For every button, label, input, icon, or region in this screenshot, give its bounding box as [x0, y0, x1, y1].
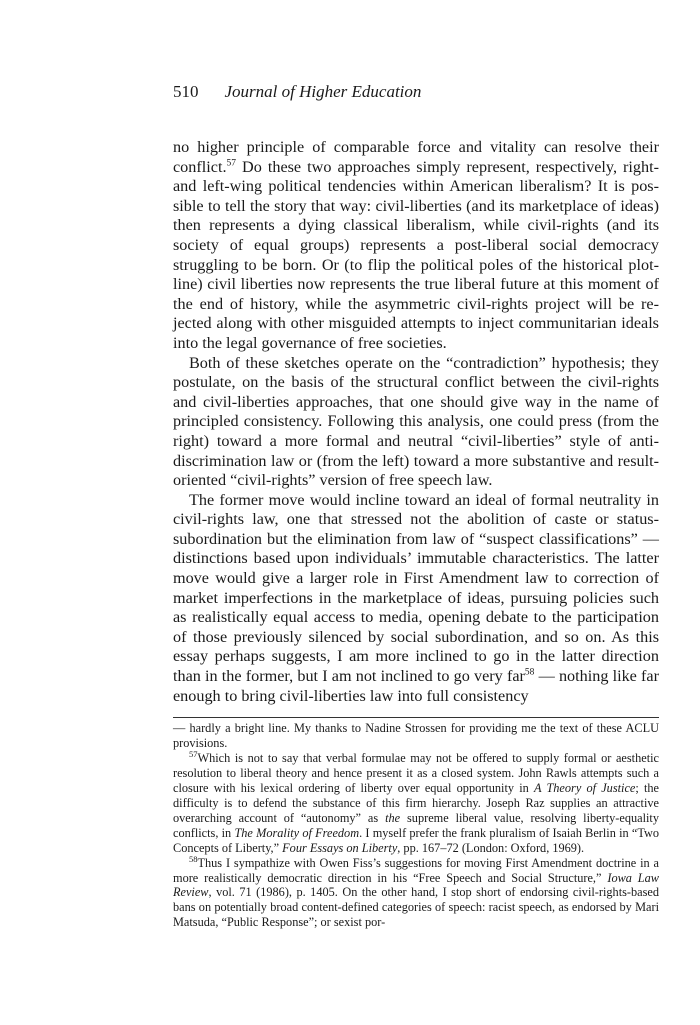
paragraph-1-text-b: Do these two approaches simply represent, respectively, right- and left-wing political tendencies within American liberalism? It is possible to tell the story that way: civil-liberties (and its marketplace of ideas) then represents a dying classical liberalism, while civil-rights (and its society of equal groups) represents a post-liberal social democracy struggling to be born. Or (to flip the political poles of the historical plotline) civil liberties now represents the true liberal future at this moment of the end of history, while the asymmetric civil-rights project will be rejected along with other misguided attempts to inject communitarian ideals into the legal governance of free societies.	[173, 157, 659, 352]
footnote-57-number: 57	[189, 748, 198, 759]
paragraph-3-text-a: The former move would incline toward an ideal of formal neutrality in civil-rights law, one that stressed not the abolition of caste or status-subordination but the elimination from law of “suspect classifications” — distinctions based upon individuals’ immutable characteristics. The latter move would give a larger role in First Amendment law to correction of market imperfections in the marketplace of ideas, pursuing policies such as realistically equal access to media, opening debate to the participation of those previously silenced by social subordination, and so on. As this essay perhaps suggests, I am more inclined to go in the latter direction than in the former, but I am not inclined to go very far	[173, 490, 659, 686]
footnote-58	[173, 853, 659, 931]
paragraph-1	[173, 138, 659, 354]
emphasis: the	[385, 810, 401, 825]
footnote-57-text-e: , pp. 167–72 (London: Oxford, 1969).	[397, 840, 585, 855]
footnote-57-text-d: . I myself prefer the frank pluralism of Isaiah Berlin in “Two Concepts of Liberty,”	[173, 825, 660, 855]
page-number: 510	[173, 82, 199, 101]
footnote-separator	[173, 717, 659, 718]
footnote-ref-58: 58	[524, 667, 535, 678]
footnote-58-text-b: , vol. 71 (1986), p. 1405. On the other hand, I stop short of endorsing civil-rights-based bans on potentially broad content-defined categories of speech: racist speech, as endorsed by Mari Matsuda, “Public Response”; or sexist por-	[173, 885, 659, 930]
journal-title: Journal of Higher Education	[224, 82, 422, 101]
running-head	[173, 82, 421, 102]
footnote-58-number: 58	[189, 853, 198, 864]
footnote-continuation: — hardly a bright line. My thanks to Nadine Strossen for providing me the text of these ACLU provisions.	[173, 721, 659, 750]
footnotes	[173, 721, 659, 930]
footnote-57-text-c: supreme liberal value, resolving liberty-equality conflicts, in	[173, 810, 659, 840]
footnote-57-text-b: ; the difficulty is to defend the substance of this firm hierarchy. Joseph Raz supplies an attractive overarching account of “autonomy” as	[173, 780, 659, 825]
paragraph-3	[173, 491, 659, 707]
citation-title: Four Essays on Liberty	[282, 840, 398, 855]
footnote-57	[173, 748, 660, 856]
citation-title: A Theory of Justice	[533, 780, 636, 795]
body-text	[173, 138, 659, 706]
citation-title: Iowa Law Review	[173, 870, 659, 900]
paragraph-2: Both of these sketches operate on the “contradiction” hypothesis; they postulate, on the basis of the structural conflict between the civil-rights and civil-liberties approaches, that one should give way in the name of principled consistency. Following this analysis, one could press (from the right) toward a more formal and neutral “civil-liberties” style of antidiscrimination law or (from the left) toward a more substantive and result-oriented “civil-rights” version of free speech law.	[173, 353, 659, 490]
paragraph-1-text-a: no higher principle of comparable force and vitality can resolve their conflict.	[173, 138, 659, 176]
citation-title: The Morality of Freedom	[234, 825, 360, 840]
footnote-58-text-a: Thus I sympathize with Owen Fiss’s suggestions for moving First Amendment doctrine in a more realistically democratic direction in his “Free Speech and Social Structure,”	[173, 855, 659, 885]
footnote-ref-57: 57	[226, 158, 236, 169]
paragraph-3-text-b: — nothing like far enough to bring civil-liberties law into full consistency	[173, 667, 659, 705]
footnote-57-text-a: Which is not to say that verbal formulae may not be offered to supply formal or aesthetic resolution to liberal theory and hence present it as a closed system. John Rawls attempts such a closure with his lexical ordering of liberty over equal opportunity in	[173, 750, 659, 795]
